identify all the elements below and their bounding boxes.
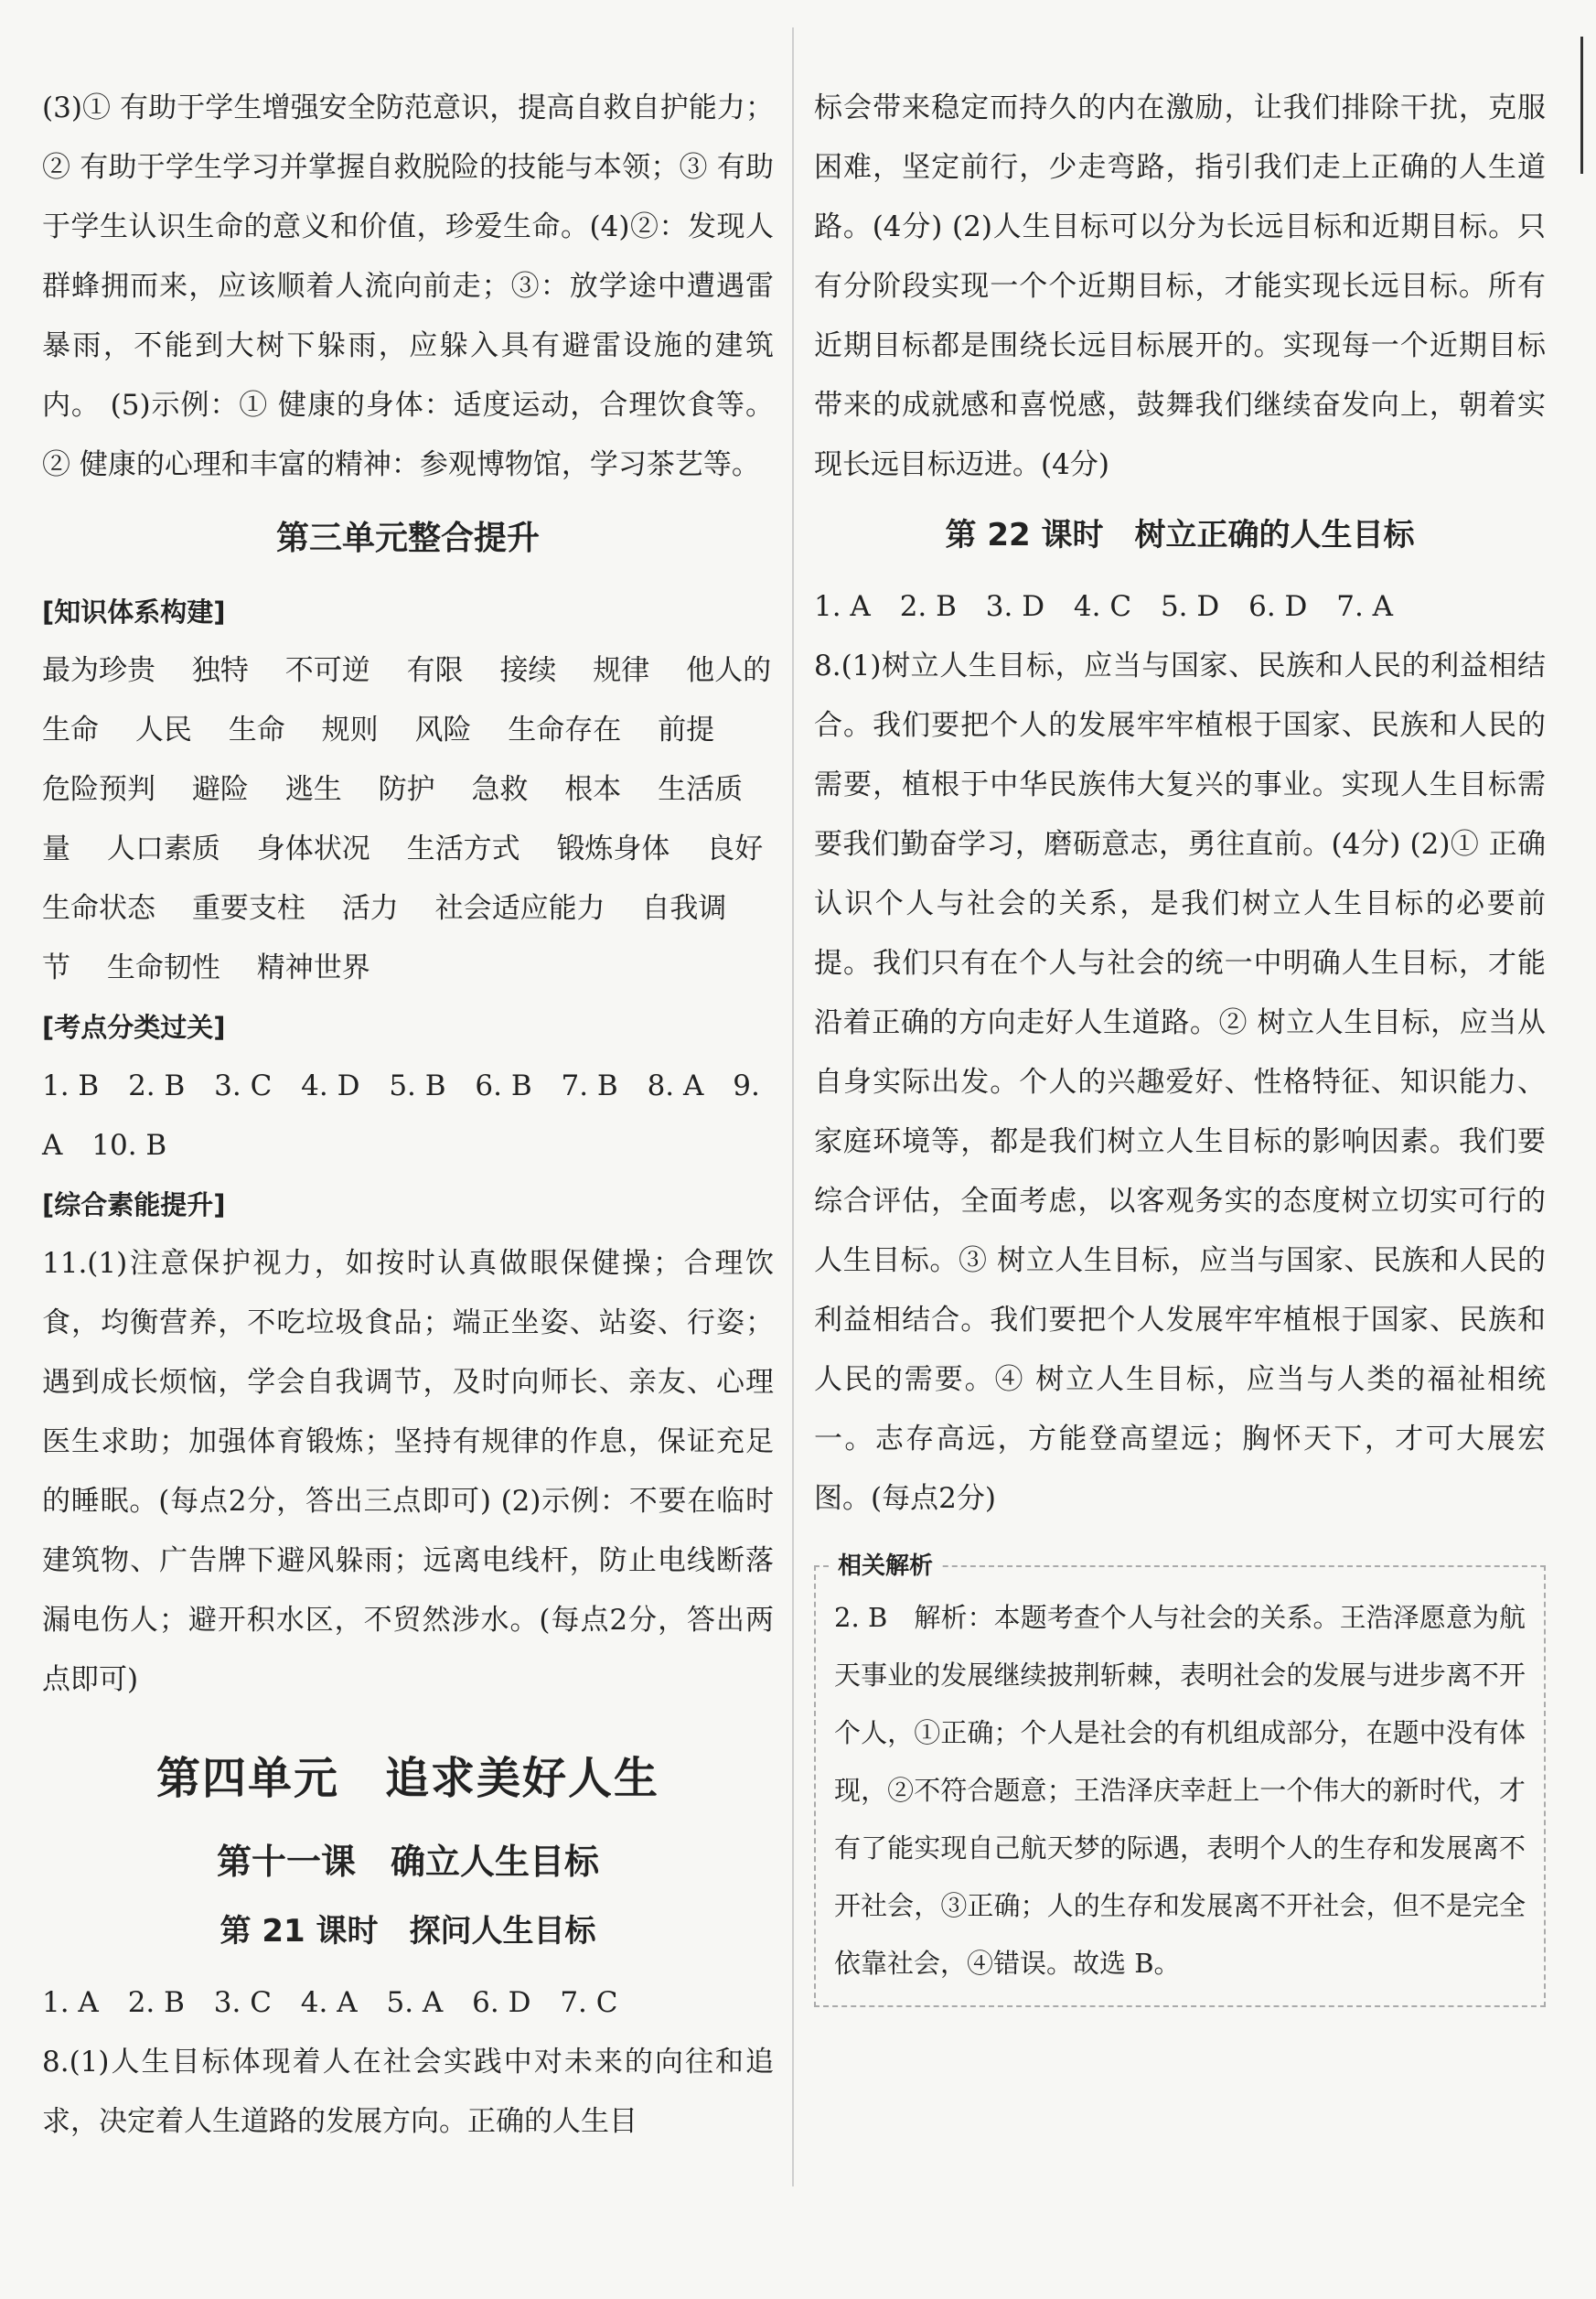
answer-item: 10. B: [91, 1129, 167, 1162]
answer-item: 6. B: [475, 1069, 532, 1102]
keyword: 生命韧性: [106, 951, 220, 984]
answer-paragraph-8-continued: 标会带来稳定而持久的内在激励，让我们排除干扰，克服困难，坚定前行，少走弯路，指引我们走上正确的人生道路。(4分) (2)人生目标可以分为长远目标和近期目标。只有分阶段实现一个个近期目标，才能实现长远目标。所有近期目标都是围绕长远目标展开的。实现每一个近期目标带来的成就感和喜悦感，鼓舞我们继续奋发向上，朝着实现长远目标迈进。(4分): [814, 91, 1546, 481]
answer-item: 1. A: [42, 1986, 99, 2019]
knowledge-label: [知识体系构建]: [42, 596, 226, 628]
keyword: 逃生: [284, 773, 342, 806]
answer-item: 7. C: [560, 1986, 618, 2019]
category-label: [考点分类过关]: [42, 1012, 226, 1043]
keyword: 良好生命状态: [42, 833, 764, 925]
keyword: 危险预判: [42, 773, 155, 806]
keyword: 生活方式: [406, 833, 520, 865]
answer-paragraph-8-start: 8.(1)人生目标体现着人在社会实践中对未来的向往和追求，决定着人生道路的发展方向。正确的人生目: [42, 2046, 774, 2138]
keyword: 独特: [191, 654, 249, 687]
keyword: 接续: [499, 654, 557, 687]
keyword: 最为珍贵: [42, 654, 155, 687]
lesson21-title: 第 21 课时 探问人生目标: [220, 1913, 596, 1950]
answer-item: 4. A: [300, 1986, 358, 2019]
answer-item: 6. D: [472, 1986, 531, 2019]
answer-paragraph-3-5: (3)① 有助于学生增强安全防范意识，提高自救自护能力；② 有助于学生学习并掌握自救脱险的技能与本领；③ 有助于学生认识生命的意义和价值，珍爱生命。(4)②：发现人群蜂拥而来，应该顺着人流向前走；③：放学途中遭遇雷暴雨，不能到大树下躲雨，应躲入具有避雷设施的建筑内。 (5)示例：① 健康的身体：适度运动，合理饮食等。② 健康的心理和丰富的精神：参观博物馆，学习茶艺等。: [42, 91, 774, 481]
answer-item: 3. C: [214, 1069, 273, 1102]
answer-item: 2. B: [127, 1986, 185, 2019]
answer-item: 6. D: [1248, 590, 1308, 623]
lesson21-answers: [42, 1973, 774, 2033]
keyword: 身体状况: [256, 833, 370, 865]
keyword: 生活质量: [42, 773, 744, 865]
answer-item: 3. D: [985, 590, 1045, 623]
lesson11-title: 第十一课 确立人生目标: [216, 1842, 599, 1882]
lesson22-answers: [814, 577, 1546, 637]
keyword: 不可逆: [284, 654, 370, 687]
answer-item: 1. B: [42, 1069, 100, 1102]
keyword: 自我调节: [42, 892, 727, 984]
keyword: 他人的生命: [42, 654, 772, 747]
answer-item: 5. B: [389, 1069, 446, 1102]
keyword: 活力: [341, 892, 399, 925]
page-edge-mark: [1580, 37, 1583, 174]
keyword: 避险: [191, 773, 249, 806]
keyword: 防护: [378, 773, 435, 806]
answer-item: 4. D: [301, 1069, 360, 1102]
answer-item: 4. C: [1073, 590, 1132, 623]
analysis-text: 2. B 解析：本题考查个人与社会的关系。王浩泽愿意为航天事业的发展继续披荆斩棘，表明社会的发展与进步离不开个人，①正确；个人是社会的有机组成部分，在题中没有体现，②不符合题意；王浩泽庆幸赶上一个伟大的新时代，才有了能实现自己航天梦的际遇，表明个人的生存和发展离不开社会，③正确；人的生存和发展离不开社会，但不是完全依靠社会，④错误。故选 B。: [834, 1602, 1526, 1979]
unit4-title: 第四单元 追求美好人生: [155, 1753, 659, 1804]
right-column: [814, 79, 1546, 2007]
answer-item: 7. B: [561, 1069, 618, 1102]
keyword: 锻炼身体: [556, 833, 670, 865]
answer-item: 2. B: [128, 1069, 186, 1102]
unit3-title: 第三单元整合提升: [275, 520, 540, 557]
keyword: 前提: [658, 714, 715, 747]
keyword: 生命: [228, 714, 285, 747]
left-column: [42, 79, 774, 2152]
keyword: 生命存在: [508, 714, 622, 747]
keyword-list: [42, 641, 774, 998]
lesson22-title: 第 22 课时 树立正确的人生目标: [945, 517, 1415, 553]
keyword: 风险: [414, 714, 472, 747]
answer-item: 8. A: [647, 1069, 704, 1102]
answer-paragraph-22-8: 8.(1)树立人生目标，应当与国家、民族和人民的利益相结合。我们要把个人的发展牢牢植根于国家、民族和人民的需要，植根于中华民族伟大复兴的事业。实现人生目标需要我们勤奋学习，磨砺意志，勇往直前。(4分) (2)① 正确认识个人与社会的关系，是我们树立人生目标的必要前提。我们只有在个人与社会的统一中明确人生目标，才能沿着正确的方向走好人生道路。② 树立人生目标，应当从自身实际出发。个人的兴趣爱好、性格特征、知识能力、家庭环境等，都是我们树立人生目标的影响因素。我们要综合评估，全面考虑，以客观务实的态度树立切实可行的人生目标。③ 树立人生目标，应当与国家、民族和人民的利益相结合。我们要把个人发展牢牢植根于国家、民族和人民的需要。④ 树立人生目标，应当与人类的福祉相统一。志存高远，方能登高望远；胸怀天下，才可大展宏图。(每点2分): [814, 650, 1546, 1515]
keyword: 有限: [406, 654, 464, 687]
keyword: 人民: [134, 714, 192, 747]
keyword: 重要支柱: [191, 892, 305, 925]
keyword: 社会适应能力: [434, 892, 605, 925]
keyword: 根本: [564, 773, 622, 806]
answer-item: 3. C: [213, 1986, 272, 2019]
answer-paragraph-11: 11.(1)注意保护视力，如按时认真做眼保健操；合理饮食，均衡营养，不吃垃圾食品；端正坐姿、站姿、行姿；遇到成长烦恼，学会自我调节，及时向师长、亲友、心理医生求助；加强体育锻炼；坚持有规律的作息，保证充足的睡眠。(每点2分，答出三点即可) (2)示例：不要在临时建筑物、广告牌下避风躲雨；远离电线杆，防止电线断落漏电伤人；避开积水区，不贸然涉水。(每点2分，答出两点即可): [42, 1247, 774, 1696]
answer-item: 5. A: [386, 1986, 444, 2019]
keyword: 人口素质: [106, 833, 220, 865]
keyword: 急救: [471, 773, 529, 806]
category-answers: [42, 1057, 774, 1176]
answer-item: 9. A: [42, 1069, 760, 1162]
column-divider: [792, 27, 794, 2186]
keyword: 精神世界: [256, 951, 370, 984]
keyword: 规则: [321, 714, 379, 747]
answer-item: 2. B: [899, 590, 957, 623]
answer-item: 7. A: [1336, 590, 1394, 623]
keyword: 规律: [593, 654, 650, 687]
analysis-box: [814, 1552, 1546, 2007]
answer-item: 1. A: [814, 590, 871, 623]
analysis-title: 相关解析: [829, 1547, 942, 1581]
answer-item: 5. D: [1160, 590, 1220, 623]
comprehensive-label: [综合素能提升]: [42, 1189, 226, 1220]
